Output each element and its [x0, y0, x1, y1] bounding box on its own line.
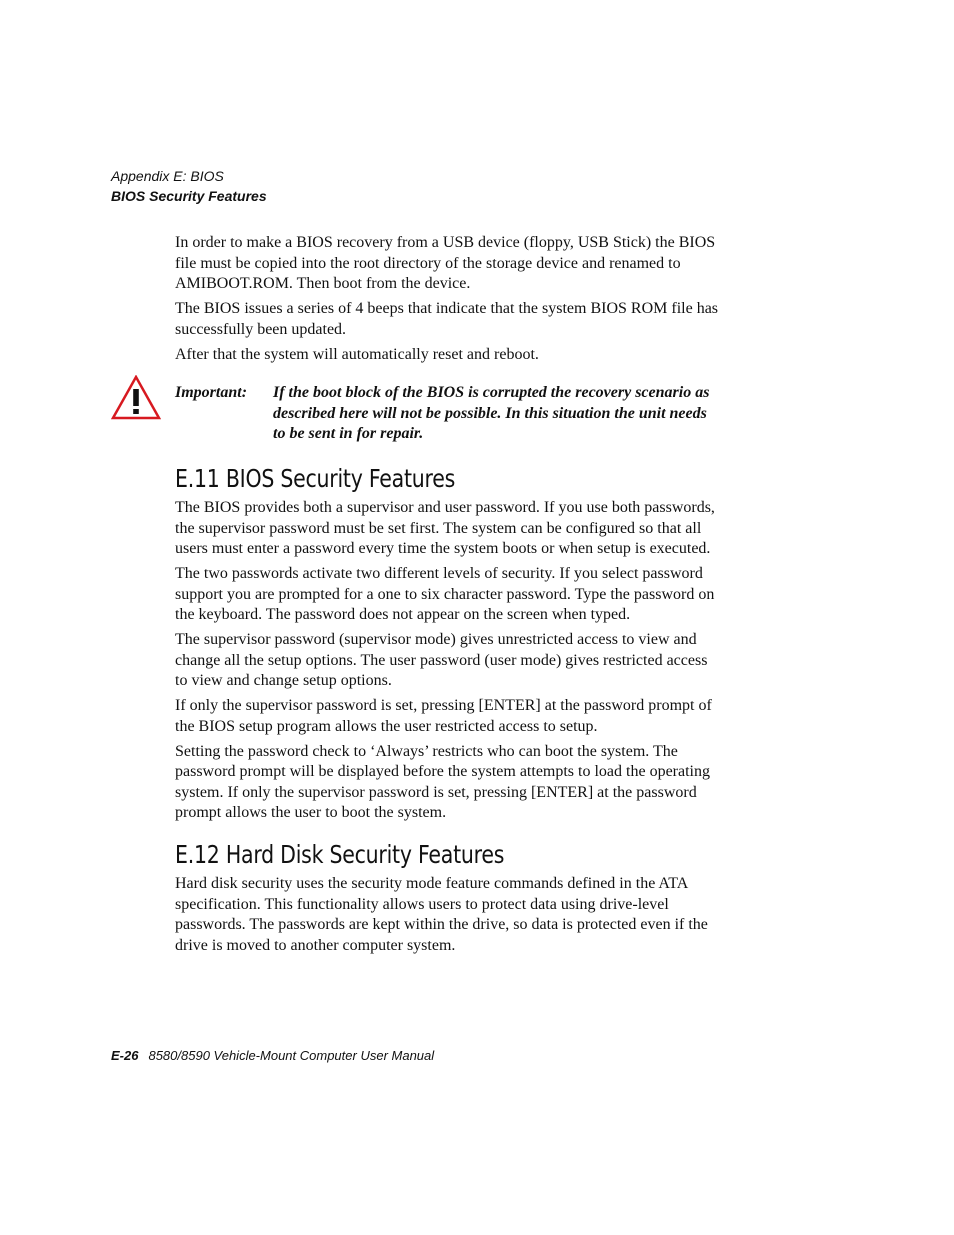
page-footer	[111, 1047, 434, 1065]
section-heading-e12: E.12 Hard Disk Security Features	[175, 840, 505, 869]
paragraph: In order to make a BIOS recovery from a USB device (floppy, USB Stick) the BIOS file must be copied into the root directory of the storage device and renamed to AMIBOOT.ROM. Then boot from the device.	[175, 234, 716, 292]
header-section: BIOS Security Features	[111, 188, 267, 204]
manual-title: 8580/8590 Vehicle-Mount Computer User Manual	[148, 1048, 435, 1063]
section-e12-body	[175, 874, 737, 961]
section-e11-body	[175, 498, 737, 828]
paragraph: Setting the password check to ‘Always’ restricts who can boot the system. The password prompt will be displayed before the system attempts to load the operating system. If only the supervisor password is set, pressing [ENTER] at the password prompt allows the user to boot the system.	[175, 742, 710, 821]
paragraph: If only the supervisor password is set, pressing [ENTER] at the password prompt of the BIOS setup program allows the user restricted access to setup.	[175, 697, 712, 735]
paragraph: After that the system will automatically reset and reboot.	[175, 345, 539, 363]
running-header	[111, 166, 267, 206]
intro-block	[175, 233, 737, 370]
paragraph: The BIOS issues a series of 4 beeps that indicate that the system BIOS ROM file has successfully been updated.	[175, 300, 719, 338]
header-chapter: Appendix E: BIOS	[111, 168, 224, 184]
paragraph: The supervisor password (supervisor mode) gives unrestricted access to view and change all the setup options. The user password (user mode) gives restricted access to view and change setup options.	[175, 631, 708, 689]
paragraph: The two passwords activate two different levels of security. If you select password support you are prompted for a one to six character password. Type the password on the keyboard. The password does not appear on the screen when typed.	[175, 565, 715, 623]
section-heading-e11: E.11 BIOS Security Features	[175, 464, 456, 493]
paragraph: Hard disk security uses the security mode feature commands defined in the ATA specification. This functionality allows users to protect data using drive-level passwords. The passwords are kept within the drive, so data is protected even if the drive is moved to another computer system.	[175, 875, 708, 954]
paragraph: The BIOS provides both a supervisor and user password. If you use both passwords, the supervisor password must be set first. The system can be configured so that all users must enter a password every time the system boots or when setup is executed.	[175, 499, 715, 557]
page-number: E-26	[111, 1048, 139, 1063]
important-text: If the boot block of the BIOS is corrupted the recovery scenario as described here will not be possible. In this situation the unit needs to be sent in for repair.	[273, 384, 710, 442]
warning-triangle-icon	[111, 375, 161, 420]
important-label: Important:	[175, 384, 248, 401]
